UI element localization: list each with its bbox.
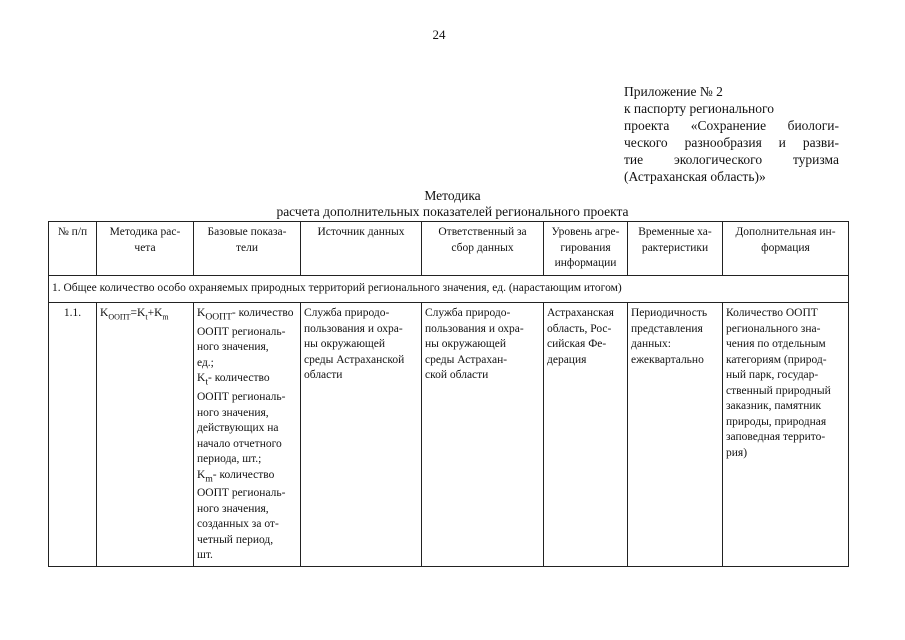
formula-term2-sub: m [162,312,169,322]
indicator-symbol: K [197,372,206,385]
appendix-line: тие экологического туризма [624,152,839,167]
appendix-block [624,83,839,185]
indicator-k-m [197,468,297,564]
table-section-row [49,276,849,303]
table-row [49,303,849,567]
formula-term1-sub: t [145,312,148,322]
table-header-row [49,222,849,276]
appendix-line: проекта «Сохранение биологи- [624,118,839,133]
header-data-source: Источник данных [301,222,422,276]
title-subtitle: расчета дополнительных показателей регионального проекта [276,204,629,219]
base-indicators-cell [194,303,301,567]
appendix-line: к паспорту регионального [624,101,774,116]
indicator-k-t [197,371,297,467]
formula-lhs-sub: ООПТ [108,312,131,322]
aggregation-cell: Астраханская область, Рос- сийская Фе- дерация [544,303,628,567]
time-characteristics-cell: Периодичность представления данных: ежеквартально [628,303,723,567]
formula-eq: = [130,307,138,319]
indicator-subscript: ООПТ [205,311,232,323]
indicator-description: - количество ООПТ региональ- ного значения, ед.; [197,307,294,369]
data-source-cell: Служба природо- пользования и охра- ны окружающей среды Астраханской области [301,303,422,567]
indicator-subscript: m [205,472,213,484]
page-number: 24 [432,27,446,42]
appendix-line: ческого разнообразия и разви- [624,135,839,150]
document-title [0,188,905,220]
header-method: Методика рас- чета [97,222,194,276]
formula [100,307,169,322]
header-base-indicators: Базовые показа- тели [194,222,301,276]
header-time-characteristics: Временные ха- рактеристики [628,222,723,276]
appendix-line: (Астраханская область)» [624,169,766,184]
indicator-description: - количество ООПТ региональ- ного значения, созданных за от- четный период, шт. [197,468,286,562]
formula-term1: K [137,307,146,319]
section-title: 1. Общее количество особо охраняемых природных территорий регионального значения, ед. (нарастающим итогом) [49,276,849,303]
title-main: Методика [424,188,481,203]
calculation-formula [97,303,194,567]
indicator-subscript: t [205,376,208,388]
indicator-symbol: K [197,307,206,319]
header-responsible: Ответственный за сбор данных [422,222,544,276]
formula-plus: + [147,307,155,319]
indicator-k-oopt [197,306,297,371]
header-additional-info: Дополнительная ин- формация [723,222,849,276]
responsible-cell: Служба природо- пользования и охра- ны окружающей среды Астрахан- ской области [422,303,544,567]
additional-info-cell: Количество ООПТ регионального зна- чения по отдельным категориям (природ- ный парк, государ- ственный природный заказник, памятник природы, природная заповедная террито- рия) [723,303,849,567]
formula-term2: K [154,307,163,319]
methodology-table [48,221,849,567]
indicator-description: - количество ООПТ региональ- ного значения, действующих на начало отчетного периода, шт.; [197,372,286,466]
appendix-line: Приложение № 2 [624,84,723,99]
indicator-symbol: K [197,468,206,481]
header-aggregation-level: Уровень агре- гирования информации [544,222,628,276]
header-number: № п/п [49,222,97,276]
formula-lhs: K [100,307,109,319]
row-number: 1.1. [49,303,97,567]
